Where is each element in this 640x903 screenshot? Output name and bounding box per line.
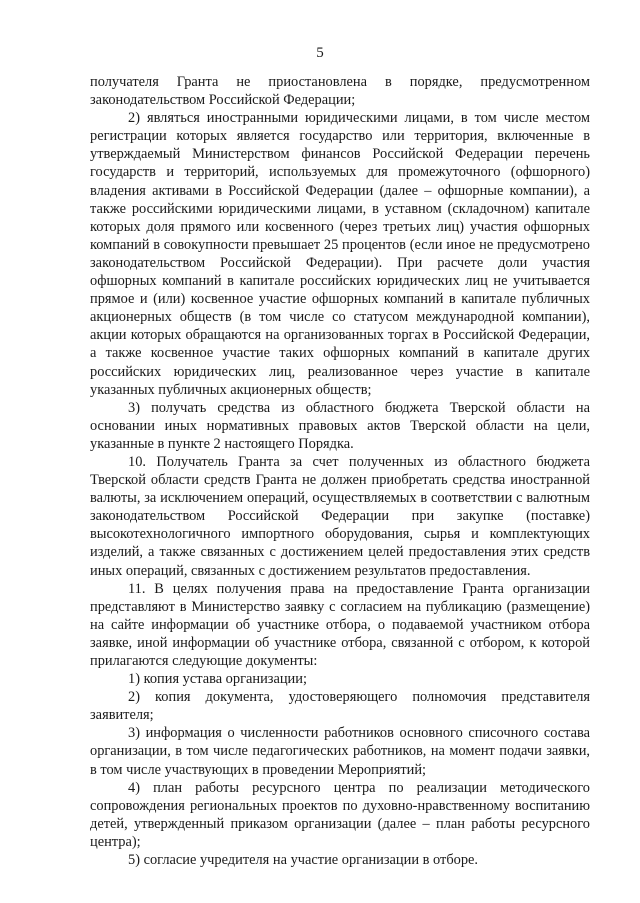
- paragraph-doc-5-consent: 5) согласие учредителя на участие организации в отборе.: [128, 852, 479, 869]
- page-number: 5: [316, 45, 324, 61]
- paragraph-item-2-offshore: 2) являться иностранными юридическими лицами, в том числе местом регистрации которых является государство или территория, включенные в утверждаемый Министерством финансов Российской Федерации перечень государств и территорий, используемых для промежуточного (офшорного) владения активами в Российской Федерации (далее – офшорные компании), а также российскими юридическими лицами, в уставном (складочном) капитале которых доля прямого или косвенного (через третьих лиц) участия офшорных компаний в совокупности превышает 25 процентов (если иное не предусмотрено законодательством Российской Федерации). При расчете доли участия офшорных компаний в капитале российских юридических лиц не учитывается прямое и (или) косвенное участие офшорных компаний в капитале публичных акционерных обществ (в том числе со статусом международной компании), акции которых обращаются на организованных торгах в Российской Федерации, а также косвенное участие таких офшорных компаний в капитале других российских юридических лиц, реализованное через участие в капитале указанных публичных акционерных обществ;: [90, 110, 590, 398]
- paragraph-section-10: 10. Получатель Гранта за счет полученных из областного бюджета Тверской области средств Гранта не должен приобретать средства иностранной валюты, за исключением операций, осуществляемых в соответствии с валютным законодательством Российской Федерации при закупке (поставке) высокотехнологичного импортного оборудования, сырья и комплектующих изделий, а также связанных с достижением целей предоставления этих средств иных операций, связанных с достижением результатов предоставления.: [90, 453, 590, 579]
- paragraph-doc-3-staff: 3) информация о численности работников основного списочного состава организации, в том числе педагогических работников, на момент подачи заявки, в том числе участвующих в проведении Мероприятий;: [90, 725, 590, 778]
- paragraph-doc-1-charter: 1) копия устава организации;: [128, 671, 307, 688]
- paragraph-item-3-budget: 3) получать средства из областного бюджета Тверской области на основании иных нормативных правовых актов Тверской области на цели, указанные в пункте 2 настоящего Порядка.: [90, 399, 590, 452]
- paragraph-doc-2-authority: 2) копия документа, удостоверяющего полномочия представителя заявителя;: [90, 689, 590, 724]
- document-body: [90, 73, 590, 869]
- paragraph-section-11: 11. В целях получения права на предоставление Гранта организации представляют в Министерство заявку с согласием на публикацию (размещение) на сайте информации об участнике отбора, о подаваемой участником отбора заявке, иной информации об участнике отбора, связанной с отбором, к которой прилагаются следующие документы:: [90, 580, 590, 669]
- paragraph-continuation: получателя Гранта не приостановлена в порядке, предусмотренном законодательством Российской Федерации;: [90, 74, 590, 109]
- paragraph-doc-4-plan: 4) план работы ресурсного центра по реализации методического сопровождения региональных проектов по духовно-нравственному воспитанию детей, утвержденный приказом организации (далее – план работы ресурсного центра);: [90, 779, 590, 850]
